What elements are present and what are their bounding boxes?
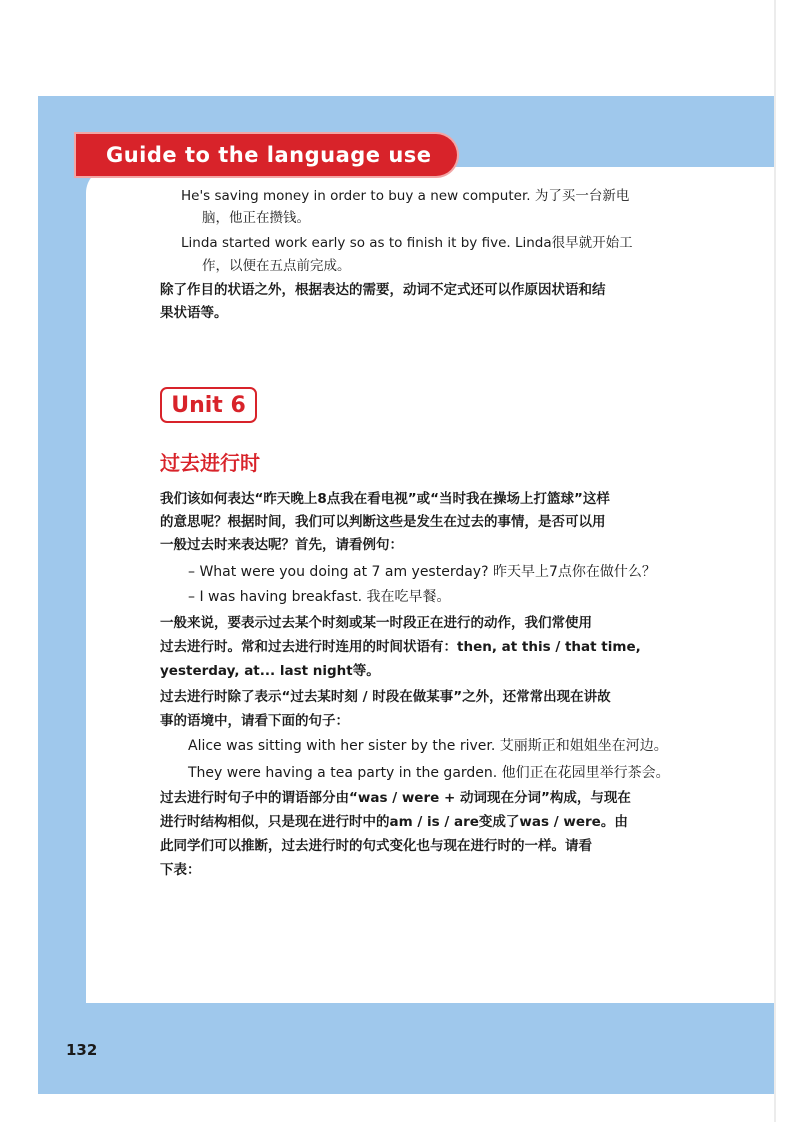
dialog-answer: – I was having breakfast. 我在吃早餐。 [188, 589, 451, 605]
dialog-question: – What were you doing at 7 am yesterday? 昨天早上7点你在做什么？ [188, 564, 656, 580]
guide-banner [76, 134, 457, 176]
p3-line2: 事的语境中，请看下面的句子： [160, 713, 349, 729]
example-alice: Alice was sitting with her sister by the river. 艾丽斯正和姐姐坐在河边。 [188, 738, 668, 754]
p1-line3: 一般过去时来表达呢？首先，请看例句： [160, 537, 403, 553]
unit-label-box [160, 387, 257, 423]
unit-label: Unit 6 [171, 392, 246, 418]
page-edge-shadow [774, 0, 776, 1122]
section-title: 过去进行时 [160, 451, 260, 475]
p4-line2: 进行时结构相似，只是现在进行时中的am / is / are变成了was / were。由 [160, 814, 628, 830]
p2-line2: 过去进行时。常和过去进行时连用的时间状语有：then, at this / that time, [160, 639, 641, 655]
intro-note-line1: 除了作目的状语之外，根据表达的需要，动词不定式还可以作原因状语和结 [160, 282, 606, 298]
intro-example2-cn: 作，以便在五点前完成。 [202, 258, 351, 274]
p3-line1: 过去进行时除了表示“过去某时刻 / 时段在做某事”之外，还常常出现在讲故 [160, 689, 611, 705]
p1-line1: 我们该如何表达“昨天晚上8点我在看电视”或“当时我在操场上打篮球”这样 [160, 491, 610, 507]
intro-example2-en: Linda started work early so as to finish it by five. Linda很早就开始工 [181, 235, 633, 251]
page-number: 132 [66, 1041, 98, 1059]
p1-line2: 的意思呢？根据时间，我们可以判断这些是发生在过去的事情，是否可以用 [160, 514, 606, 530]
guide-banner-title: Guide to the language use [106, 143, 432, 167]
p4-line1: 过去进行时句子中的谓语部分由“was / were + 动词现在分词”构成，与现在 [160, 790, 631, 806]
intro-note-line2: 果状语等。 [160, 305, 228, 321]
p4-line4: 下表： [160, 862, 201, 878]
example-tea-party: They were having a tea party in the garden. 他们正在花园里举行茶会。 [188, 765, 670, 781]
intro-example1-en: He's saving money in order to buy a new computer. 为了买一台新电 [181, 188, 630, 204]
p2-line3: yesterday, at... last night等。 [160, 663, 380, 679]
p2-line1: 一般来说，要表示过去某个时刻或某一时段正在进行的动作，我们常使用 [160, 615, 592, 631]
p4-line3: 此同学们可以推断，过去进行时的句式变化也与现在进行时的一样。请看 [160, 838, 592, 854]
intro-example1-cn: 脑，他正在攒钱。 [202, 210, 310, 226]
